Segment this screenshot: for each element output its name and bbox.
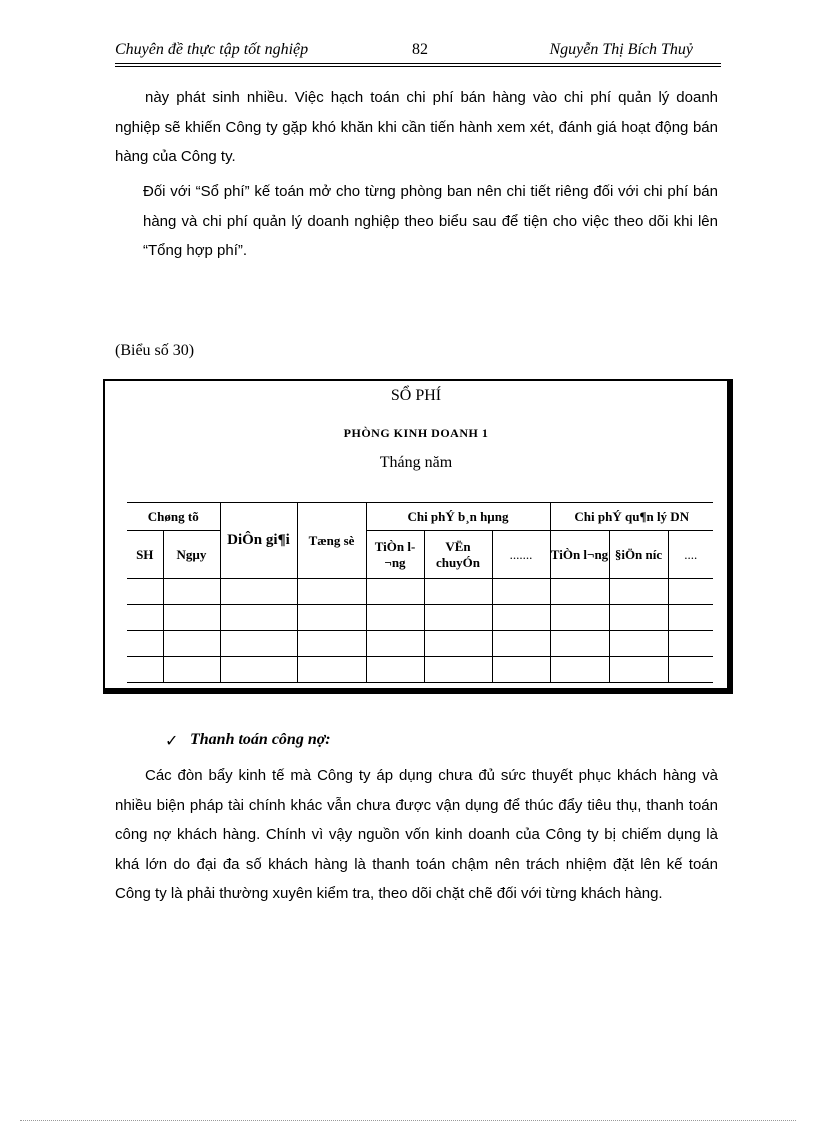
header-document-title: Chuyên đề thực tập tốt nghiệp <box>115 41 309 58</box>
table-row <box>127 579 713 605</box>
col-header-description: DiÔn gi¶i <box>220 503 297 579</box>
col-header-date: Ngµy <box>163 531 220 579</box>
paragraph-2: Đối với “Sổ phí” kế toán mở cho từng phòng ban nên chi tiết riêng đối với chi phí bán hàng và chi phí quản lý doanh nghiệp theo biểu sau để tiện cho việc theo dõi khi lên “Tổng hợp phí”. <box>143 183 718 259</box>
col-header-selling-salary: TiÒn l¬ng <box>366 531 424 579</box>
form-period: Tháng năm <box>379 454 453 471</box>
col-header-admin-utilities: §iÖn níc <box>609 531 668 579</box>
section-title: Thanh toán công nợ: <box>190 731 331 748</box>
form-title: SỔ PHÍ <box>390 387 442 404</box>
header-author: Nguyễn Thị Bích Thuỷ <box>549 41 693 58</box>
header-rule-top <box>115 63 721 64</box>
header-page-number: 82 <box>412 41 428 58</box>
paragraph-3: Các đòn bẩy kinh tế mà Công ty áp dụng chưa đủ sức thuyết phục khách hàng và nhiều biện pháp tài chính khác vẫn chưa được vận dụng để thúc đẩy tiêu thụ, thanh toán công nợ khách hàng. Chính vì vậy nguồn vốn kinh doanh của Công ty bị chiếm dụng là khá lớn do đại đa số khách hàng là thanh toán chậm nên trách nhiệm đặt lên kế toán Công ty là phải thường xuyên kiểm tra, theo dõi chặt chẽ đối với từng khách hàng. <box>115 767 718 902</box>
table-row <box>127 605 713 631</box>
col-header-admin-salary: TiÒn l¬ng <box>550 531 609 579</box>
col-header-sh: SH <box>127 531 163 579</box>
checkmark-icon: ✓ <box>165 733 179 750</box>
figure-caption: (Biểu số 30) <box>115 342 195 359</box>
col-header-selling-more: ....... <box>492 531 550 579</box>
col-header-admin-more: .... <box>668 531 713 579</box>
header-rule-bottom <box>115 66 721 67</box>
col-header-voucher: Chøng tõ <box>127 503 220 531</box>
page-bottom-divider <box>20 1120 796 1121</box>
table-row <box>127 657 713 683</box>
paragraph-1: này phát sinh nhiều. Việc hạch toán chi phí bán hàng vào chi phí quản lý doanh nghiệp sẽ khiến Công ty gặp khó khăn khi cần tiến hành xem xét, đánh giá hoạt động bán hàng của Công ty. <box>115 89 718 165</box>
expense-ledger-form <box>103 379 733 694</box>
col-header-selling-cost: Chi phÝ b¸n hµng <box>366 503 550 531</box>
form-subtitle: PHÒNG KINH DOANH 1 <box>343 426 489 440</box>
col-header-total: Tæng sè <box>297 503 366 579</box>
col-header-admin-cost: Chi phÝ qu¶n lý DN <box>550 503 713 531</box>
ledger-table <box>127 502 713 683</box>
col-header-selling-transport: VËn chuyÓn <box>424 531 492 579</box>
table-row <box>127 631 713 657</box>
